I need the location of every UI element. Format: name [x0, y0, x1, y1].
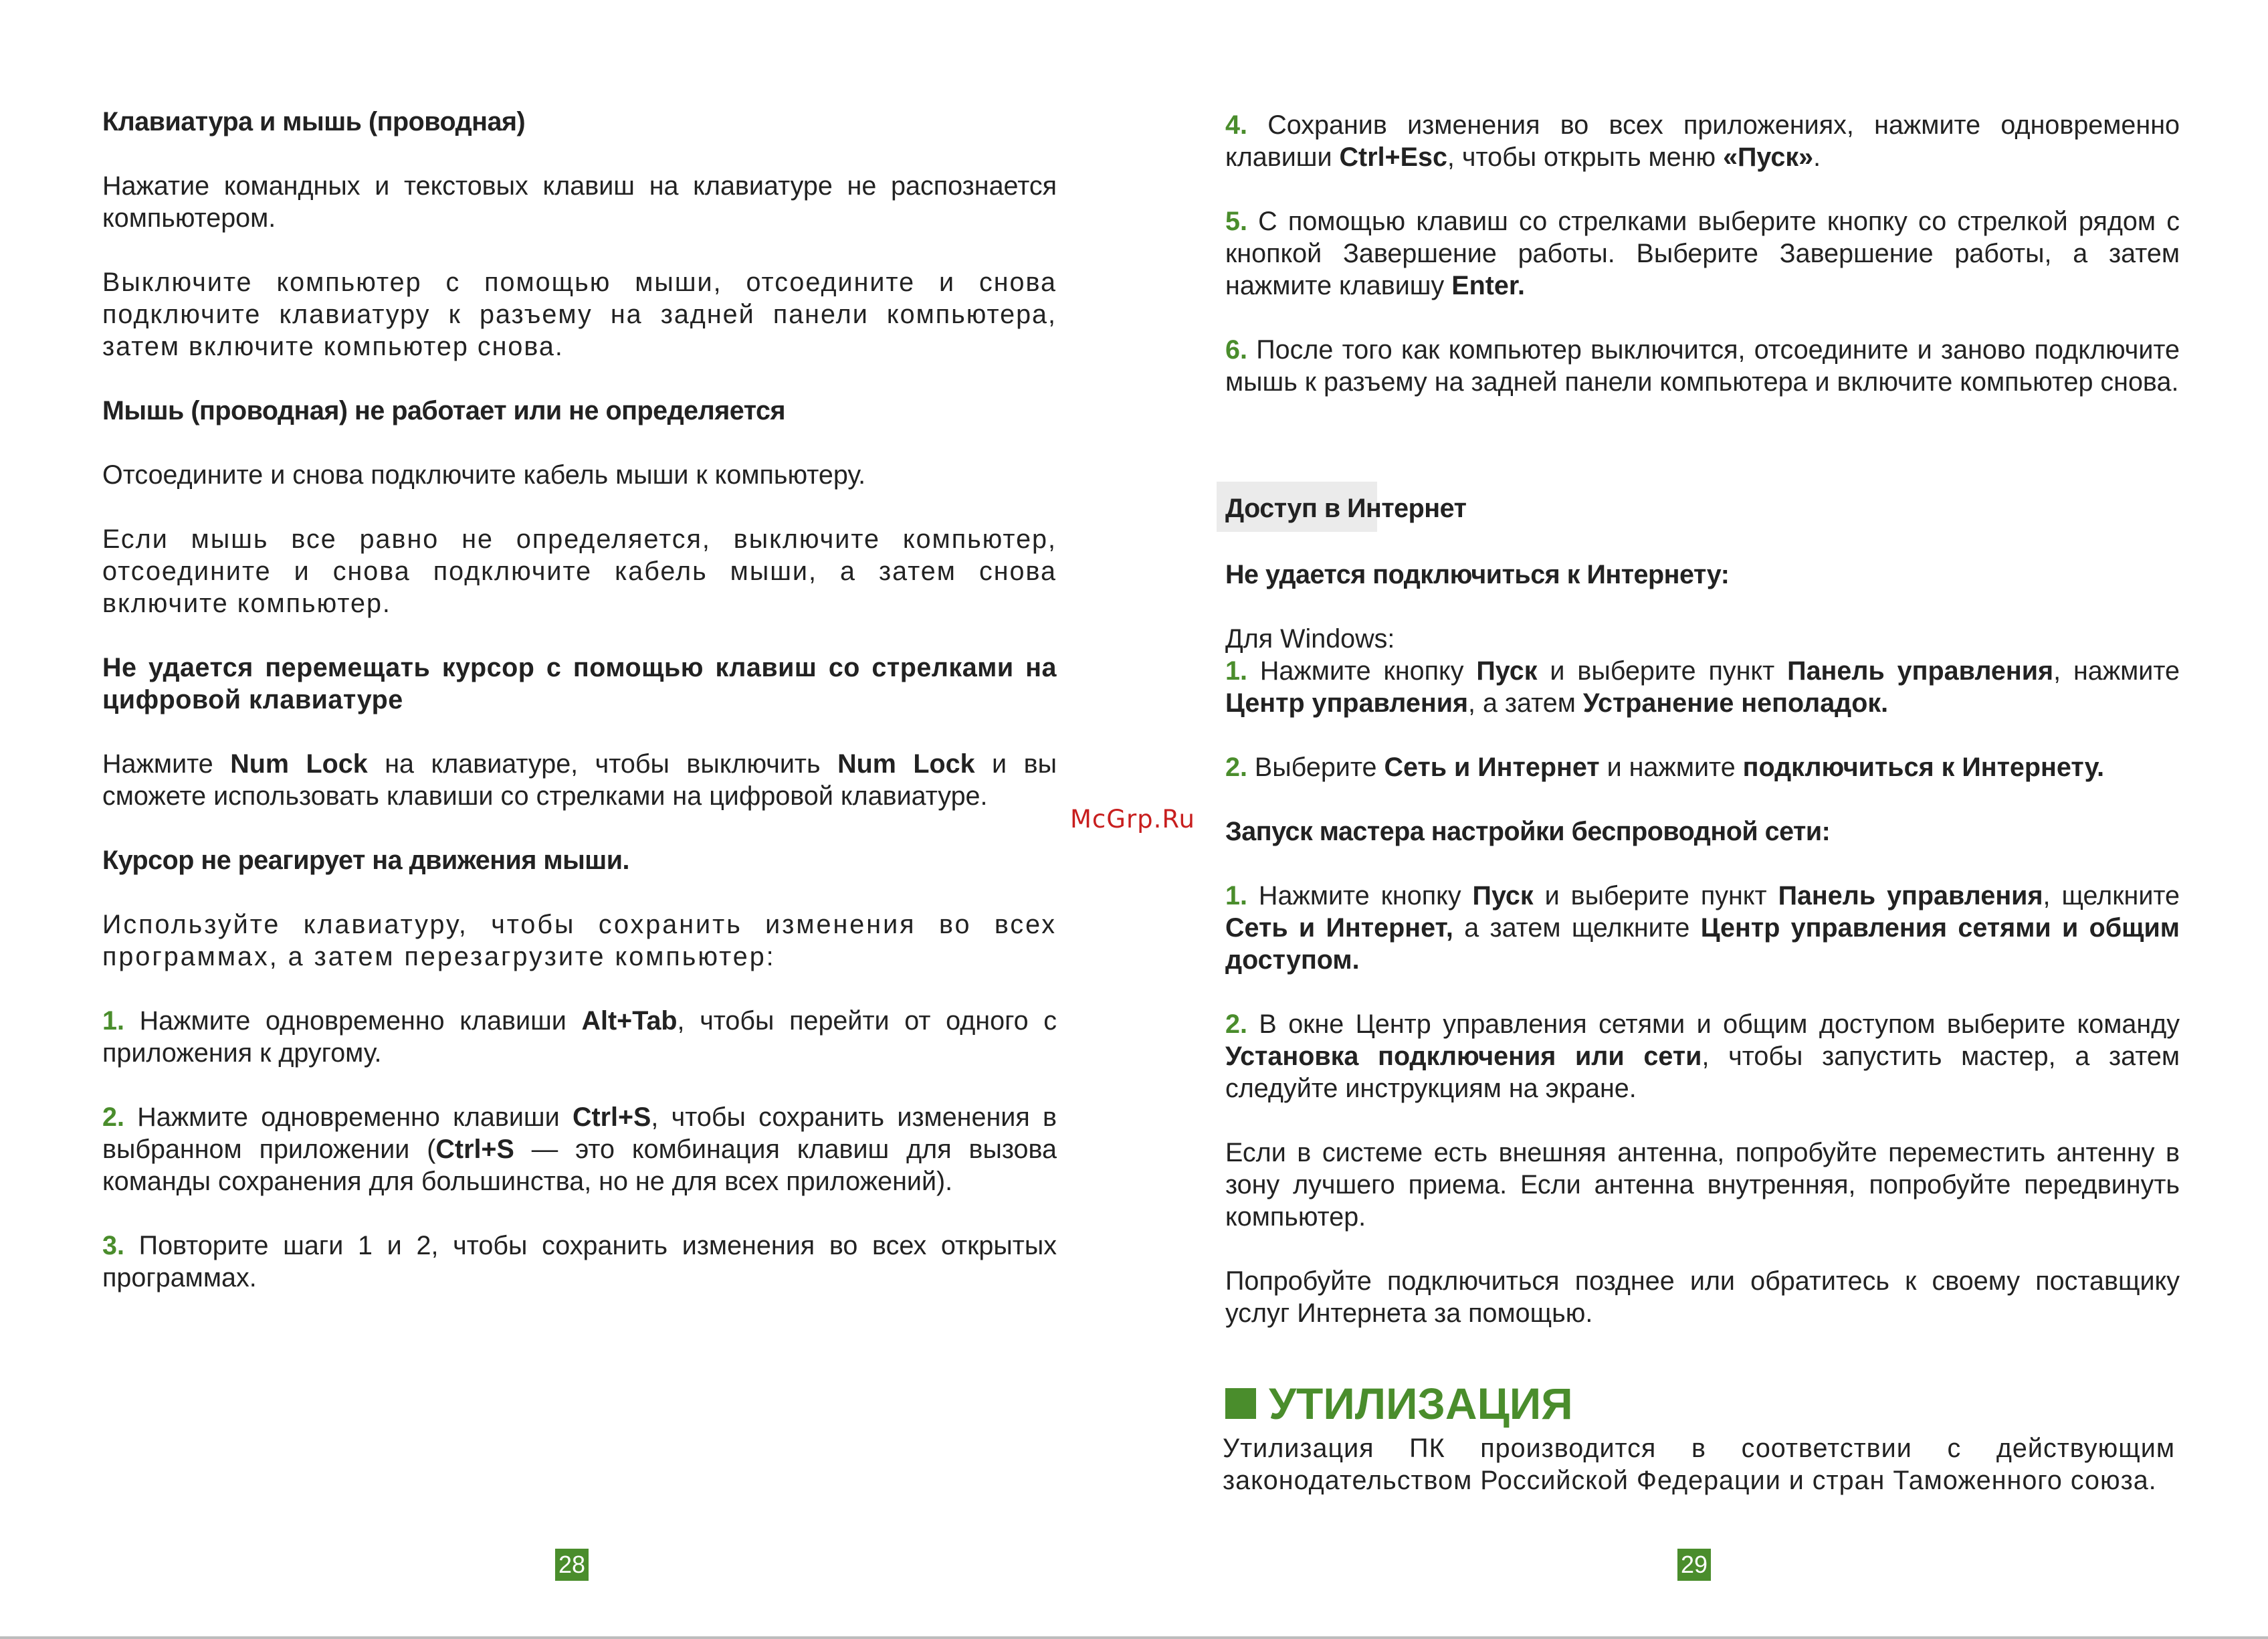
step-w2-network: 2. Выберите Сеть и Интернет и нажмите подключиться к Интернету.: [1225, 753, 2105, 782]
paragraph-mouse-still-not-detected: Если мышь все равно не определяется, выключите компьютер, отсоедините и снова подключите кабель мыши, а затем снова включите компьютер.: [102, 524, 1057, 618]
green-square-icon: [1225, 1388, 1256, 1419]
paragraph-num-lock: Нажмите Num Lock на клавиатуре, чтобы выключить Num Lock и вы сможете использовать клавиши со стрелками на цифровой клавиатуре.: [102, 749, 1057, 811]
step-3-repeat: 3. Повторите шаги 1 и 2, чтобы сохранить изменения во всех открытых программах.: [102, 1231, 1057, 1292]
paragraph-keys-not-recognized: Нажатие командных и текстовых клавиш на клавиатуре не распознается компьютером.: [102, 171, 1057, 233]
step-m1-network-center: 1. Нажмите кнопку Пуск и выберите пункт Панель управления, щелкните Сеть и Интернет, а затем щелкните Центр управления сетями и общим доступом.: [1225, 881, 2180, 975]
paragraph-use-keyboard: Используйте клавиатуру, чтобы сохранить изменения во всех программах, а затем перезагрузите компьютер:: [102, 910, 1057, 971]
step-2-ctrl-s: 2. Нажмите одновременно клавиши Ctrl+S, чтобы сохранить изменения в выбранном приложении (Ctrl+S — это комбинация клавиш для вызова команды сохранения для большинства, но не для всех приложений).: [102, 1102, 1057, 1196]
paragraph-disposal: Утилизация ПК производится в соответствии с действующим законодательством Российской Федерации и стран Таможенного союза.: [1223, 1434, 2175, 1495]
label-for-windows: Для Windows:: [1225, 624, 1395, 654]
page-number-right: 29: [1677, 1549, 1711, 1581]
page-number-left: 28: [555, 1549, 589, 1581]
step-5-shutdown: 5. С помощью клавиш со стрелками выберите кнопку со стрелкой рядом с кнопкой Завершение работы. Выберите Завершение работы, а затем нажмите клавишу Enter.: [1225, 207, 2180, 300]
step-m2-setup-connection: 2. В окне Центр управления сетями и общим доступом выберите команду Установка подключения или сети, чтобы запустить мастер, а затем следуйте инструкциям на экране.: [1225, 1009, 2180, 1103]
paragraph-antenna: Если в системе есть внешняя антенна, попробуйте переместить антенну в зону лучшего приема. Если антенна внутренняя, попробуйте передвинуть компьютер.: [1225, 1138, 2180, 1232]
step-4-ctrl-esc: 4. Сохранив изменения во всех приложениях, нажмите одновременно клавиши Ctrl+Esc, чтобы открыть меню «Пуск».: [1225, 110, 2180, 172]
watermark: McGrp.Ru: [1070, 805, 1195, 834]
paragraph-try-later: Попробуйте подключиться позднее или обратитесь к своему поставщику услуг Интернета за помощью.: [1225, 1266, 2180, 1328]
heading-disposal-text: УТИЛИЗАЦИЯ: [1269, 1379, 1573, 1428]
heading-wireless-wizard: Запуск мастера настройки беспроводной сети:: [1225, 817, 1831, 846]
step-6-reconnect-mouse: 6. После того как компьютер выключится, отсоедините и заново подключите мышь к разъему на задней панели компьютера и включите компьютер снова.: [1225, 335, 2180, 397]
step-w1-troubleshoot: 1. Нажмите кнопку Пуск и выберите пункт Панель управления, нажмите Центр управления, а затем Устранение неполадок.: [1225, 656, 2180, 718]
bottom-divider: [0, 1636, 2268, 1639]
heading-cursor-arrow-keys: Не удается перемещать курсор с помощью клавиш со стрелками на цифровой клавиатуре: [102, 653, 1057, 714]
heading-keyboard-mouse: Клавиатура и мышь (проводная): [102, 107, 526, 136]
heading-cannot-connect: Не удается подключиться к Интернету:: [1225, 560, 1730, 589]
heading-mouse-not-working: Мышь (проводная) не работает или не определяется: [102, 396, 786, 425]
paragraph-turn-off-reconnect: Выключите компьютер с помощью мыши, отсоедините и снова подключите клавиатуру к разъему на задней панели компьютера, затем включите компьютер снова.: [102, 268, 1057, 361]
heading-disposal: [1225, 1377, 1573, 1430]
section-label-internet: Доступ в Интернет: [1225, 494, 1467, 523]
step-1-alt-tab: 1. Нажмите одновременно клавиши Alt+Tab, чтобы перейти от одного с приложения к другому.: [102, 1006, 1057, 1068]
heading-cursor-no-response: Курсор не реагирует на движения мыши.: [102, 846, 629, 875]
paragraph-reconnect-mouse: Отсоедините и снова подключите кабель мыши к компьютеру.: [102, 460, 866, 490]
